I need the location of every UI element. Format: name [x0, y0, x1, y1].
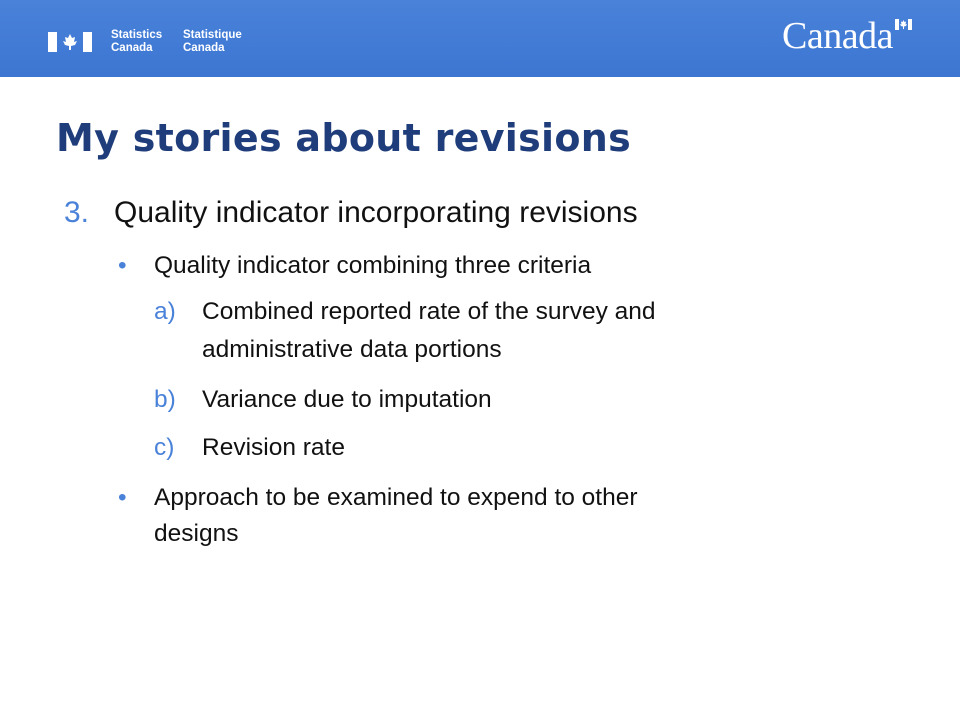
criteria-b-text: Variance due to imputation — [202, 386, 492, 413]
statistics-canada-wordmark — [111, 29, 162, 55]
criteria-a-line2: administrative data portions — [202, 336, 502, 363]
item-text: Quality indicator incorporating revisions — [114, 196, 638, 229]
canada-wordmark-flag-icon — [895, 19, 912, 30]
criteria-a-line1: Combined reported rate of the survey and — [202, 298, 656, 325]
canada-flag-icon — [48, 32, 92, 52]
bullet-marker: • — [118, 484, 127, 511]
canada-wordmark-logo: Canada — [782, 15, 893, 57]
item-number: 3. — [64, 196, 90, 229]
header-bar — [0, 0, 960, 77]
criteria-c-letter: c) — [154, 434, 175, 461]
bullet-2-line2: designs — [154, 520, 239, 547]
wordmark-en-line1: Statistics — [111, 29, 163, 41]
bullet-1-text: Quality indicator combining three criteria — [154, 252, 592, 279]
slide-title: My stories about revisions — [56, 116, 632, 160]
bullet-marker: • — [118, 252, 127, 279]
wordmark-fr-line2: Canada — [183, 42, 225, 54]
criteria-b-letter: b) — [154, 386, 176, 413]
wordmark-en-line2: Canada — [111, 42, 153, 54]
statistique-canada-wordmark — [183, 29, 242, 55]
wordmark-fr-line1: Statistique — [183, 29, 242, 41]
bullet-2-line1: Approach to be examined to expend to other — [154, 484, 638, 511]
criteria-a-letter: a) — [154, 298, 176, 325]
criteria-c-text: Revision rate — [202, 434, 345, 461]
